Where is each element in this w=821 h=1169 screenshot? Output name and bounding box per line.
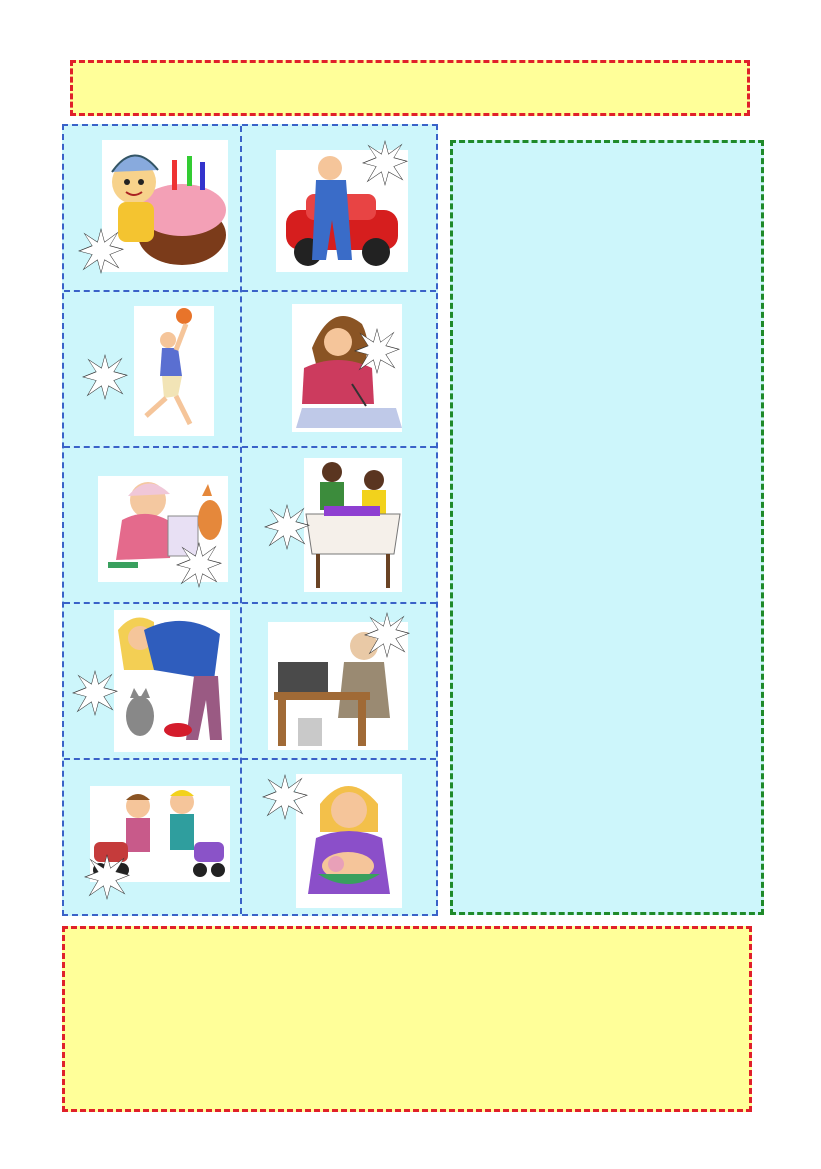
page-title-box (70, 60, 750, 116)
picture-cell (64, 292, 240, 448)
picture-cell (242, 292, 418, 448)
woman-feeding-cat-icon (114, 610, 230, 752)
woman-typing-documents-icon (292, 304, 402, 432)
answer-burst-icon (82, 354, 128, 400)
birthday-cake-girl-icon (102, 140, 228, 272)
girl-with-doll-icon (296, 774, 402, 908)
exercise-panel (450, 140, 764, 915)
writing-section (62, 926, 752, 1112)
picture-cell (64, 448, 240, 604)
answer-burst-icon (364, 612, 410, 658)
picture-cell (242, 604, 418, 760)
volleyball-player-icon (134, 306, 214, 436)
picture-cell (64, 760, 240, 916)
picture-cell (242, 126, 418, 290)
picture-cell (242, 760, 418, 916)
picture-cell (64, 604, 240, 760)
answer-burst-icon (362, 140, 408, 186)
picture-grid (62, 124, 438, 916)
picture-cell (64, 126, 240, 290)
answer-burst-icon (72, 670, 118, 716)
people-setting-table-icon (304, 458, 402, 592)
picture-cell (242, 448, 418, 604)
